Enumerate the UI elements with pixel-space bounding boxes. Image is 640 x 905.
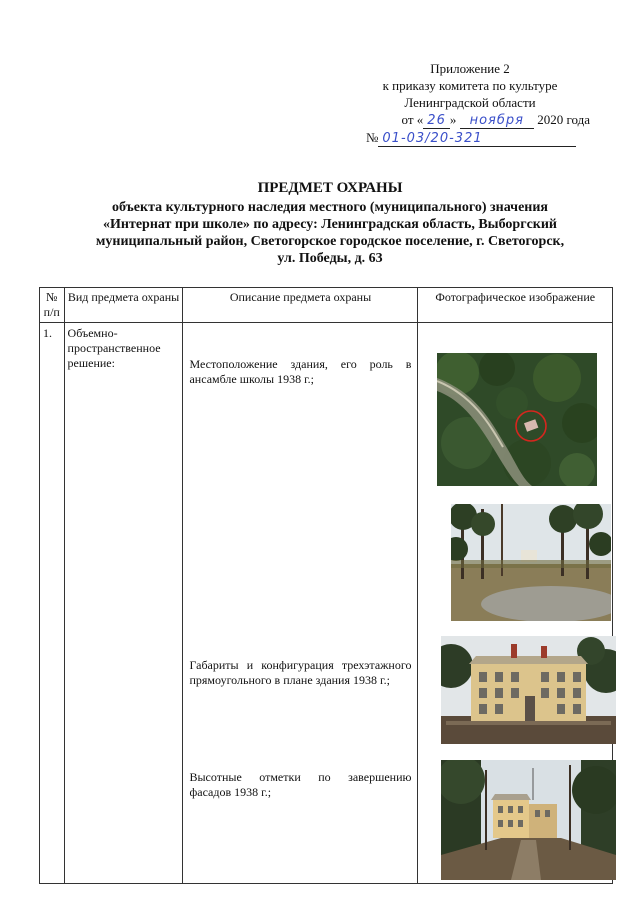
appendix-title: Приложение 2 [430, 61, 510, 76]
description-dimensions: Габариты и конфигурация трехэтажного прямоугольного в плане здания 1938 г.; [189, 658, 412, 687]
title-line-2: «Интернат при школе» по адресу: Ленинградская область, Выборгский [102, 217, 557, 232]
description-heights: Высотные отметки по завершению фасадов 1938 г.; [189, 770, 412, 799]
appendix-order-line: к приказу комитета по культуре [382, 78, 558, 93]
aerial-photo [437, 353, 597, 486]
appendix-number: № 01-03/20-321 [350, 129, 590, 147]
appendix-date: от « 26 » ноября 2020 года [401, 112, 590, 128]
row-number: 1. [40, 323, 65, 884]
description-location: Местоположение здания, его роль в ансамбле школы 1938 г.; [189, 357, 412, 386]
handwritten-number: 01-03/20-321 [378, 132, 576, 147]
title-line-4: ул. Победы, д. 63 [277, 251, 383, 266]
table-header-row [40, 288, 613, 323]
title-line-1: объекта культурного наследия местного (муниципального) значения [111, 200, 548, 215]
handwritten-month: ноября [460, 114, 534, 129]
distant-view-photo [451, 504, 611, 621]
header-photo: Фотографическое изображение [418, 288, 613, 323]
title-main: ПРЕДМЕТ ОХРАНЫ [257, 180, 403, 196]
header-number: № п/п [40, 288, 65, 323]
row-kind: Объемно-пространственное решение: [64, 323, 183, 884]
row-photos [418, 323, 613, 884]
appendix-header [350, 60, 590, 147]
document-title [60, 180, 600, 267]
title-line-3: муниципальный район, Светогорское городское поселение, г. Светогорск, [95, 234, 565, 249]
building-slope-photo [441, 760, 616, 880]
appendix-region-line: Ленинградской области [404, 95, 536, 110]
handwritten-day: 26 [423, 114, 450, 129]
protection-table [39, 287, 613, 884]
header-description: Описание предмета охраны [183, 288, 418, 323]
table-row [40, 323, 613, 884]
building-facade-photo [441, 636, 616, 744]
header-kind: Вид предмета охраны [64, 288, 183, 323]
row-descriptions [183, 323, 418, 884]
